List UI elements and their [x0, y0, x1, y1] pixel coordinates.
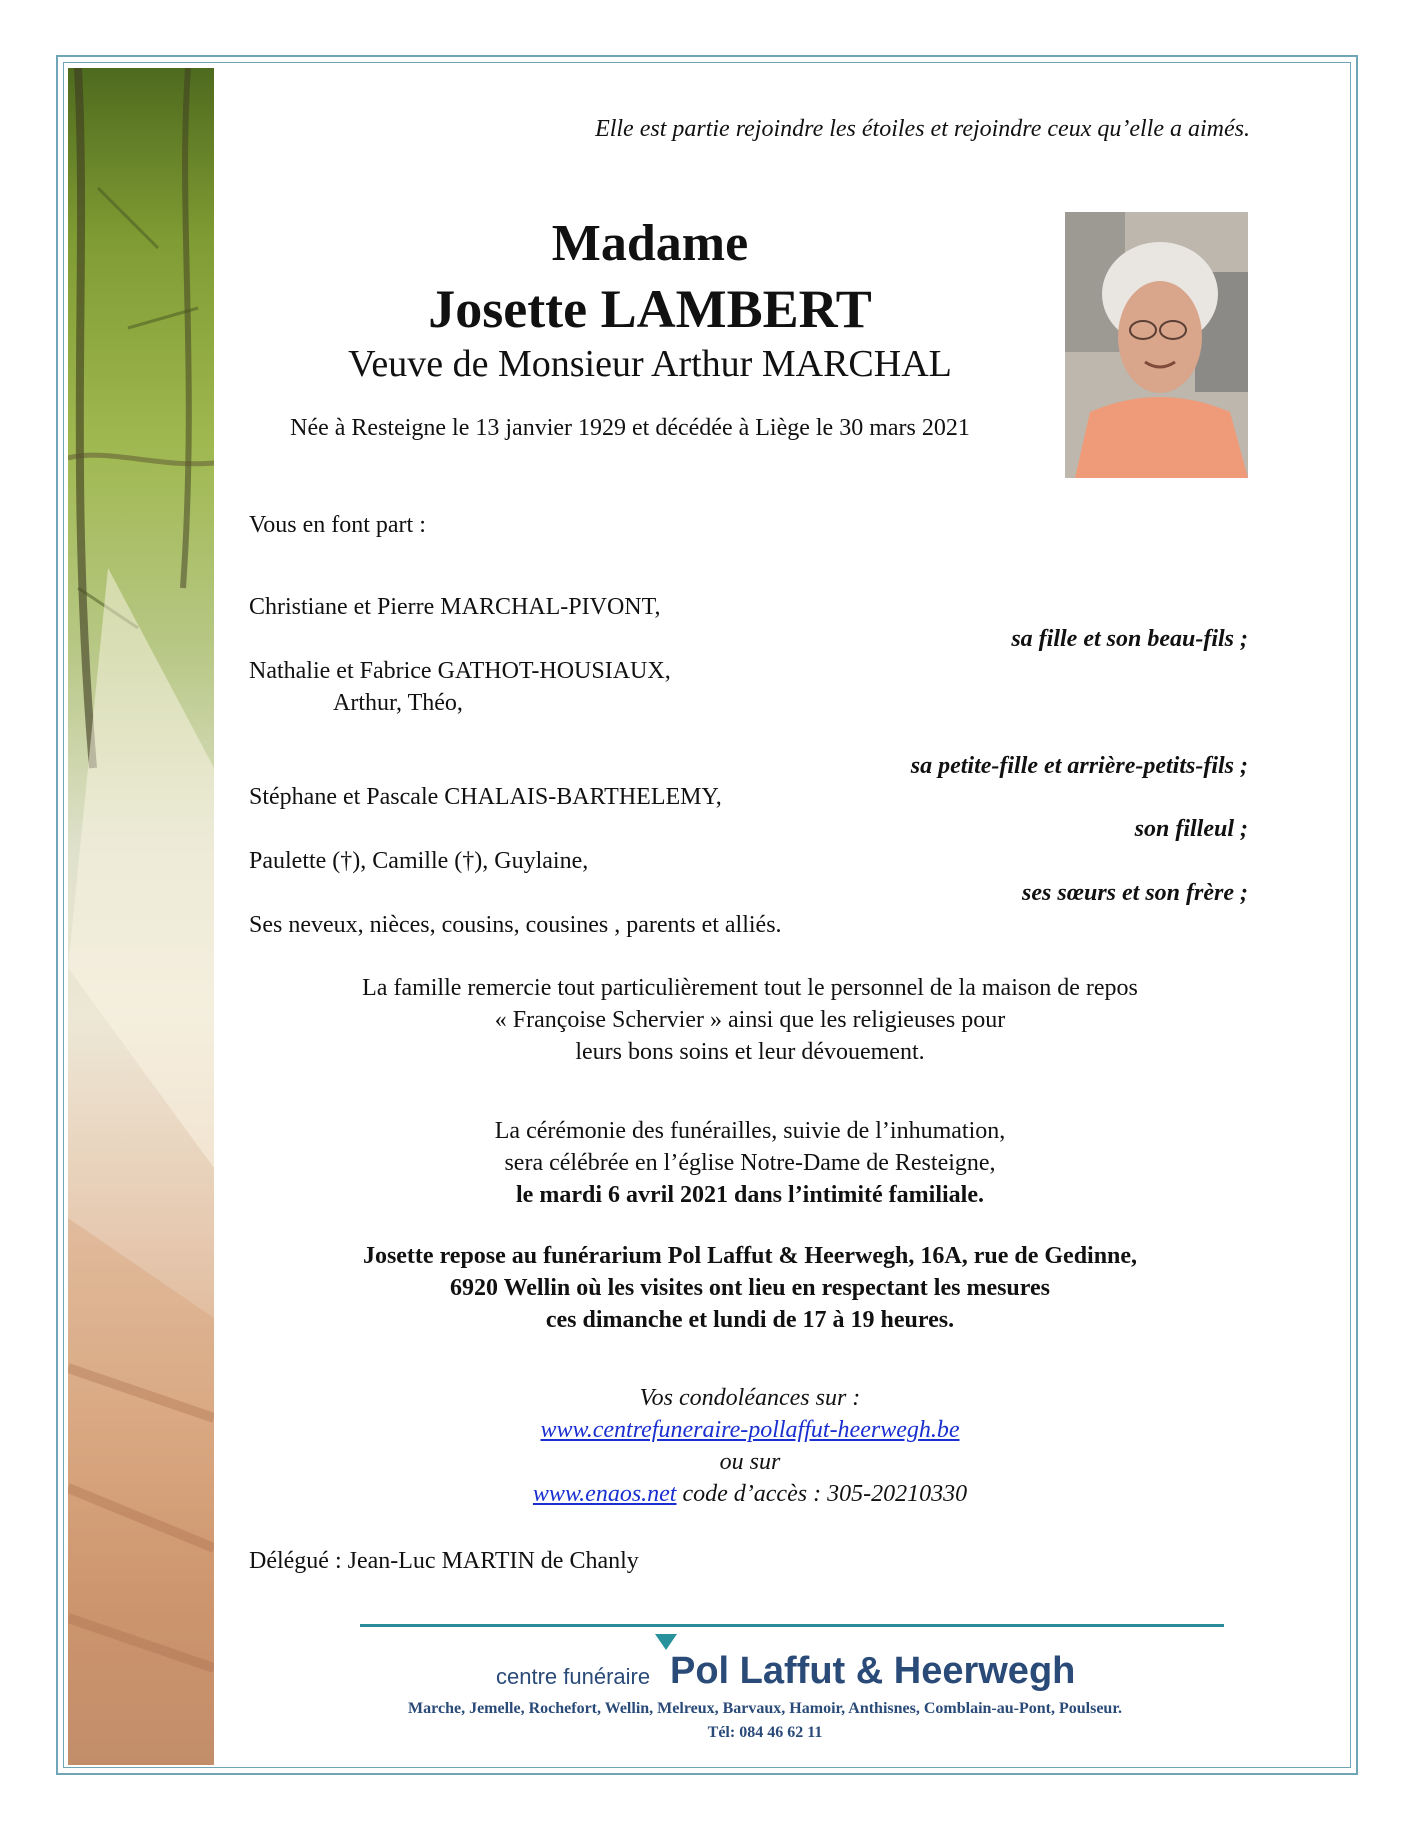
logo-triangle-icon — [655, 1634, 677, 1650]
forest-path-image — [68, 68, 214, 1765]
deceased-name: Josette LAMBERT — [428, 279, 872, 339]
family-names-1: Christiane et Pierre MARCHAL-PIVONT, — [249, 594, 661, 620]
thanks-line-2: « Françoise Schervier » ainsi que les religieuses pour — [494, 1007, 1006, 1033]
visit-block — [250, 1240, 1250, 1336]
logo-brand-name: Pol Laffut & Heerwegh — [670, 1650, 1076, 1692]
logo-divider — [360, 1624, 1224, 1627]
condolences-block — [250, 1382, 1250, 1510]
access-code: code d’accès : 305-20210330 — [676, 1481, 968, 1507]
delegate: Délégué : Jean-Luc MARTIN de Chanly — [249, 1548, 639, 1574]
visit-line-1: Josette repose au funérarium Pol Laffut & Heerwegh, 16A, rue de Gedinne, — [362, 1243, 1138, 1269]
visit-line-2: 6920 Wellin où les visites ont lieu en respectant les mesures — [450, 1275, 1050, 1301]
family-relation-1: sa fille et son beau-fils ; — [1011, 626, 1248, 652]
family-names-3: Stéphane et Pascale CHALAIS-BARTHELEMY, — [249, 784, 722, 810]
extended-family: Ses neveux, nièces, cousins, cousines , parents et alliés. — [249, 912, 782, 938]
visit-line-3: ces dimanche et lundi de 17 à 19 heures. — [545, 1307, 955, 1333]
condolences-link-1[interactable]: www.centrefuneraire-pollaffut-heerwegh.be — [540, 1417, 960, 1443]
ceremony-line-3: le mardi 6 avril 2021 dans l’intimité familiale. — [516, 1182, 984, 1208]
ceremony-line-2: sera célébrée en l’église Notre-Dame de Resteigne, — [504, 1150, 996, 1176]
family-relation-3: son filleul ; — [1134, 816, 1248, 842]
spouse-line: Veuve de Monsieur Arthur MARCHAL — [348, 343, 952, 385]
logo-phone: Tél: 084 46 62 11 — [707, 1724, 823, 1741]
condolences-or: ou sur — [719, 1449, 781, 1475]
family-names-2: Nathalie et Fabrice GATHOT-HOUSIAUX, — [249, 658, 671, 684]
family-names-4: Paulette (†), Camille (†), Guylaine, — [249, 848, 589, 874]
family-relation-2: sa petite-fille et arrière-petits-fils ; — [910, 753, 1248, 779]
family-relation-4: ses sœurs et son frère ; — [1021, 880, 1248, 906]
condolences-intro: Vos condoléances sur : — [639, 1385, 861, 1411]
logo-small-text: centre funéraire — [496, 1664, 651, 1689]
thanks-line-3: leurs bons soins et leur dévouement. — [575, 1039, 925, 1065]
ceremony-line-1: La cérémonie des funérailles, suivie de l’inhumation, — [494, 1118, 1006, 1144]
thanks-line-1: La famille remercie tout particulièrement tout le personnel de la maison de repos — [362, 975, 1138, 1001]
family-sub-2: Arthur, Théo, — [333, 690, 463, 716]
deceased-title: Madame — [551, 215, 749, 272]
birth-death-dates: Née à Resteigne le 13 janvier 1929 et décédée à Liège le 30 mars 2021 — [290, 415, 970, 441]
thanks-block — [250, 972, 1250, 1068]
portrait-photo — [1065, 212, 1248, 478]
condolences-link-2[interactable]: www.enaos.net — [532, 1481, 677, 1507]
epigraph: Elle est partie rejoindre les étoiles et rejoindre ceux qu’elle a aimés. — [595, 116, 1250, 142]
ceremony-block — [250, 1115, 1250, 1211]
announcement: Vous en font part : — [249, 512, 426, 538]
logo-towns: Marche, Jemelle, Rochefort, Wellin, Melreux, Barvaux, Hamoir, Anthisnes, Comblain-au-Pont, Poulseur. — [408, 1700, 1122, 1717]
